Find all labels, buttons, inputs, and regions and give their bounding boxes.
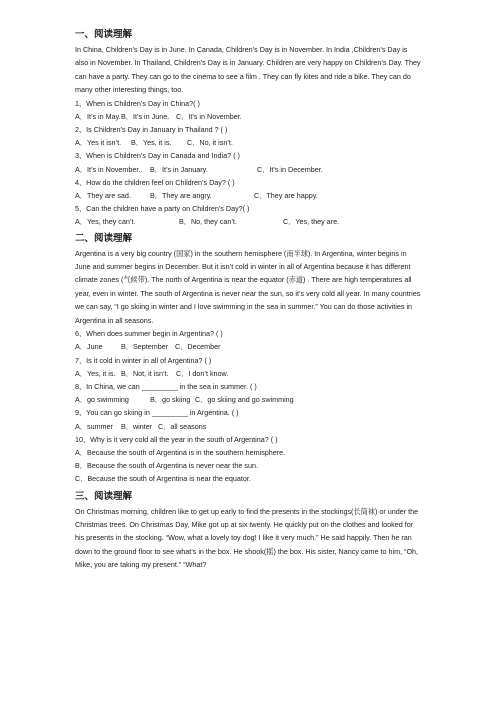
question-4-options [75, 189, 421, 202]
option-c: C．all seasons [158, 421, 207, 431]
question-10: 10、Why is it very cold all the year in the south of Argentina? ( ) [75, 434, 278, 444]
question-5: 5、Can the children have a party on Children’s Day?( ) [75, 204, 250, 214]
question-7-options [75, 367, 421, 380]
option-c: C．Yes, they are. [283, 217, 340, 227]
question-2-options [75, 136, 421, 149]
option-b: B．Not, it isn’t. [121, 368, 169, 378]
option-a: A．Yes, they can’t. [75, 217, 136, 227]
option-c: C．They are happy. [254, 191, 318, 201]
option-b: B．They are angry. [150, 191, 212, 201]
option-b: B．It’s in January. [150, 164, 208, 174]
option-a: A．Yes it isn’t. [75, 138, 122, 148]
section-1-passage: In China, Children’s Day is in June. In Canada, Children’s Day is in November. In India ,Children’s Day is also in November. In Thailand, Children’s Day is in January. Children are very happy on Children’s Day. They can have a party. They can go to the cinema to see a film . They can fly kites and ride a bike. They can do many other interesting things, too. [75, 45, 421, 95]
option-b: B．go skiing [150, 395, 191, 405]
section-3-passage: On Christmas morning, children like to get up early to find the presents in the stockings(长筒袜) or under the Christmas trees. On Christmas Day, Mike got up at six twenty. He quickly put on the clothes and looked for his presents in the stocking. “Wow, what a lovely toy dog! I like it very much.” He said happily. Then he ran down to the ground floor to see what’s in the box. He shook(摇) the box. His sister, Nancy came to him, “Oh, Mike, you are taking my present.” “What? [75, 506, 419, 570]
section-2-heading: 二、阅读理解 [75, 232, 133, 244]
section-3-heading: 三、阅读理解 [75, 490, 133, 502]
section-1-heading: 一、阅读理解 [75, 29, 133, 40]
option-c: C．I don’t know. [176, 368, 229, 378]
option-a: A．It’s in May. [75, 111, 121, 121]
option-b: B．Yes, it is. [131, 138, 172, 148]
option-c: C．It’s in November. [176, 111, 242, 121]
option-b: B．No, they can’t. [179, 217, 237, 227]
option-b: B．winter [121, 421, 153, 431]
question-3: 3、When is Children’s Day in Canada and India? ( ) [75, 151, 240, 161]
question-9: 9、You can go skiing in _________ in Argentina. ( ) [75, 408, 239, 418]
question-4: 4、How do the children feel on Children’s Day? ( ) [75, 177, 235, 187]
question-2: 2、Is Children’s Day in January in Thailand ? ( ) [75, 125, 228, 135]
question-6-options [75, 340, 421, 353]
question-10-option-b: B．Because the south of Argentina is never near the sun. [75, 461, 258, 471]
option-a: A．Yes, it is. [75, 368, 116, 378]
question-10-option-c: C．Because the south of Argentina is near the equator. [75, 474, 251, 484]
option-a: A．summer [75, 421, 113, 431]
question-10-option-a: A．Because the south of Argentina is in the southern hemisphere. [75, 447, 286, 457]
question-1-options [75, 110, 421, 123]
question-8: 8、In China, we can _________ in the sea in summer. ( ) [75, 381, 257, 391]
question-5-options [75, 215, 421, 228]
option-a: A．June [75, 342, 103, 352]
option-a: A．It’s in November.. [75, 164, 143, 174]
question-9-options [75, 420, 421, 433]
question-1: 1、When is Children’s Day in China?( ) [75, 98, 200, 108]
section-2-passage: Argentina is a very big country (国家) in the southern hemisphere (南半球). In Argentina, winter begins in June and summer begins in December. But it isn’t cold in winter in all of Argentina because it has different climate zones (气候带). The north of Argentina is near the equator (赤道) . There are high temperatures all year, even in winter. The south of Argentina is never near the sun, so it’s very cold all year. In many countries we can say, “I go skiing in winter and I love swimming in the sea in summer.” You can do those activities in Argentina in all seasons. [75, 248, 421, 325]
question-3-options [75, 163, 421, 176]
option-a: A．go swimming [75, 395, 129, 405]
question-7: 7、Is it cold in winter in all of Argentina? ( ) [75, 355, 212, 365]
option-c: C．December [175, 342, 221, 352]
option-b: B．It’s in June. [121, 111, 170, 121]
option-c: C．No, it isn’t. [187, 138, 233, 148]
option-c: C．go skiing and go swimming [195, 395, 294, 405]
option-a: A．They are sad. [75, 191, 131, 201]
document-content [75, 28, 421, 572]
question-6: 6、When does summer begin in Argentina? ( ) [75, 329, 223, 339]
option-c: C．It’s in December. [257, 164, 323, 174]
question-8-options [75, 393, 421, 406]
option-b: B．September [121, 342, 169, 352]
